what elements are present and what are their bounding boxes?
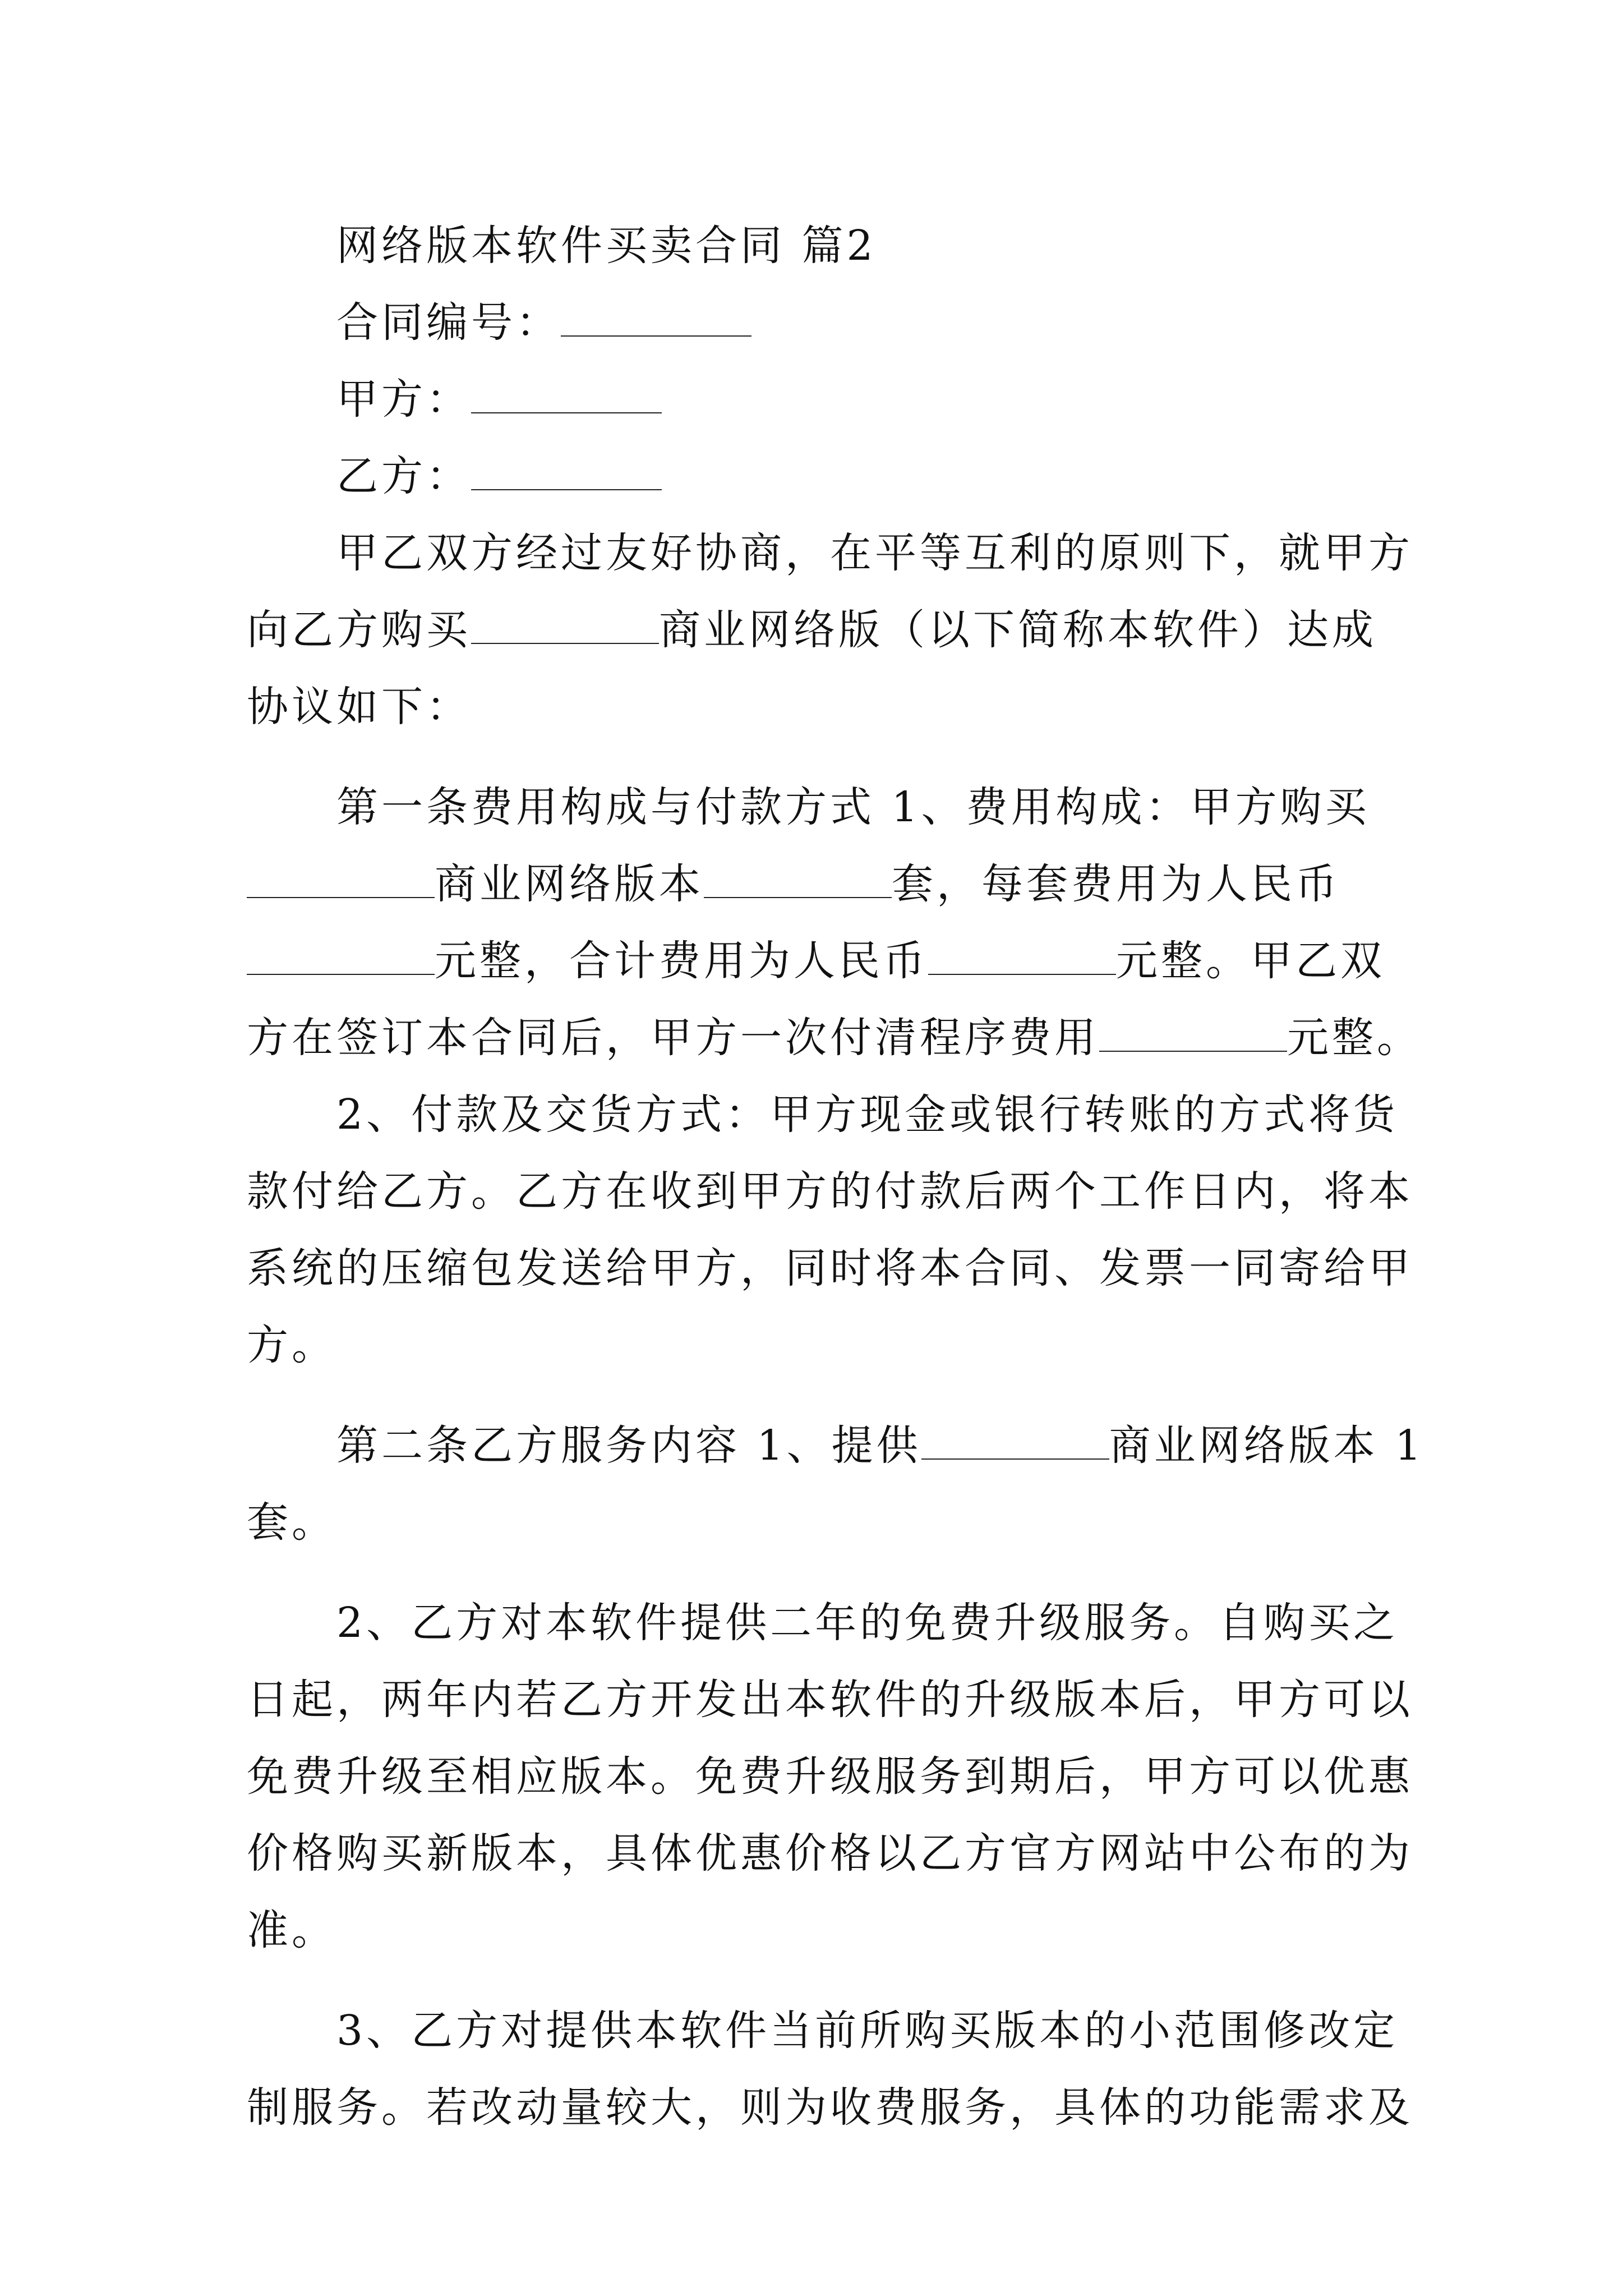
- intro-line-1: [247, 515, 1413, 592]
- article2-item3-line-2: [247, 2069, 1413, 2146]
- article2-item2-text-3: 免费升级至相应版本。免费升级服务到期后，甲方可以优惠: [247, 1752, 1413, 1801]
- party-b-line: [247, 438, 1391, 515]
- intro-text-2b: 商业网络版（以下简称本软件）达成: [659, 606, 1377, 654]
- intro-text-1: 甲乙双方经过友好协商，在平等互利的原则下，就甲方: [336, 529, 1413, 577]
- article2-item2-text-5: 准。: [247, 1906, 336, 1954]
- product-name-blank: [471, 642, 659, 644]
- paragraph-gap: [247, 746, 1391, 769]
- intro-text-2a: 向乙方购买: [247, 606, 471, 654]
- article2-item2-line-4: [247, 1815, 1413, 1892]
- article1-text-3b: 元整。甲乙双: [1116, 937, 1385, 985]
- article2-item3-text-1: 3、乙方对提供本软件当前所购买版本的小范围修改定: [336, 2007, 1399, 2055]
- contract-number-blank: [561, 335, 751, 337]
- paragraph-gap: [247, 1384, 1391, 1407]
- article1-text-4a: 方在签订本合同后，甲方一次付清程序费用: [247, 1014, 1099, 1062]
- party-a-blank: [471, 412, 662, 413]
- article1-line-4: [247, 1000, 1422, 1076]
- article2-item3-text-2: 制服务。若改动量较大，则为收费服务，具体的功能需求及: [247, 2083, 1413, 2132]
- article1-text-1: 第一条费用构成与付款方式 1、费用构成：甲方购买: [336, 783, 1370, 831]
- article2-item2-text-2: 日起，两年内若乙方开发出本软件的升级版本后，甲方可以: [247, 1676, 1413, 1724]
- program-fee-blank: [1099, 1050, 1287, 1052]
- article1-line-2: [247, 846, 1391, 923]
- article1-text-3a: 元整，合计费用为人民币: [435, 937, 928, 985]
- party-b-label: 乙方：: [336, 452, 471, 500]
- intro-line-2: [247, 592, 1391, 669]
- article1-line-3: [247, 923, 1391, 1000]
- article1-item2-line-3: [247, 1230, 1413, 1307]
- party-a-label: 甲方：: [336, 375, 471, 424]
- intro-line-3: [247, 669, 1391, 746]
- article1-text-2a: 商业网络版本: [435, 860, 704, 908]
- article2-line-2: [247, 1484, 1391, 1561]
- article2-item2-text-4: 价格购买新版本，具体优惠价格以乙方官方网站中公布的为: [247, 1829, 1413, 1878]
- quantity-blank: [704, 896, 892, 898]
- article2-text-1b: 商业网络版本 1: [1109, 1421, 1425, 1470]
- article1-item2-text-4: 方。: [247, 1321, 336, 1369]
- article2-item2-line-1: [247, 1585, 1399, 1662]
- article2-text-2: 套。: [247, 1498, 336, 1547]
- document-title: [247, 208, 1391, 284]
- article1-line-1: [247, 769, 1391, 846]
- article2-item2-line-5: [247, 1892, 1391, 1969]
- party-b-blank: [471, 489, 662, 490]
- title-text: 网络版本软件买卖合同 篇2: [336, 222, 877, 270]
- article2-item3-line-1: [247, 1993, 1399, 2069]
- article2-item2-text-1: 2、乙方对本软件提供二年的免费升级服务。自购买之: [336, 1599, 1399, 1647]
- total-price-blank: [928, 973, 1116, 975]
- article2-item2-line-3: [247, 1738, 1413, 1815]
- party-a-line: [247, 361, 1391, 438]
- article1-item2-text-3: 系统的压缩包发送给甲方，同时将本合同、发票一同寄给甲: [247, 1244, 1413, 1292]
- paragraph-gap: [247, 1561, 1391, 1585]
- paragraph-gap: [247, 1969, 1391, 1993]
- article1-item2-line-4: [247, 1307, 1391, 1384]
- article1-item2-line-1: [247, 1076, 1399, 1153]
- intro-text-3: 协议如下：: [247, 683, 471, 731]
- contract-number-label: 合同编号：: [336, 298, 561, 347]
- article2-item2-line-2: [247, 1662, 1413, 1738]
- article1-item2-text-2: 款付给乙方。乙方在收到甲方的付款后两个工作日内，将本: [247, 1167, 1413, 1216]
- article1-text-4b: 元整。: [1287, 1014, 1422, 1062]
- article2-text-1a: 第二条乙方服务内容 1、提供: [336, 1421, 921, 1470]
- provided-product-blank: [921, 1458, 1109, 1460]
- document-body: [247, 208, 1425, 2146]
- article2-line-1: [247, 1407, 1425, 1484]
- product-blank: [247, 896, 435, 898]
- article1-text-2b: 套，每套费用为人民币: [892, 860, 1340, 908]
- unit-price-blank: [247, 973, 435, 975]
- article1-item2-line-2: [247, 1153, 1413, 1230]
- contract-number-line: [247, 284, 1391, 361]
- article1-item2-text-1: 2、付款及交货方式：甲方现金或银行转账的方式将货: [336, 1091, 1399, 1139]
